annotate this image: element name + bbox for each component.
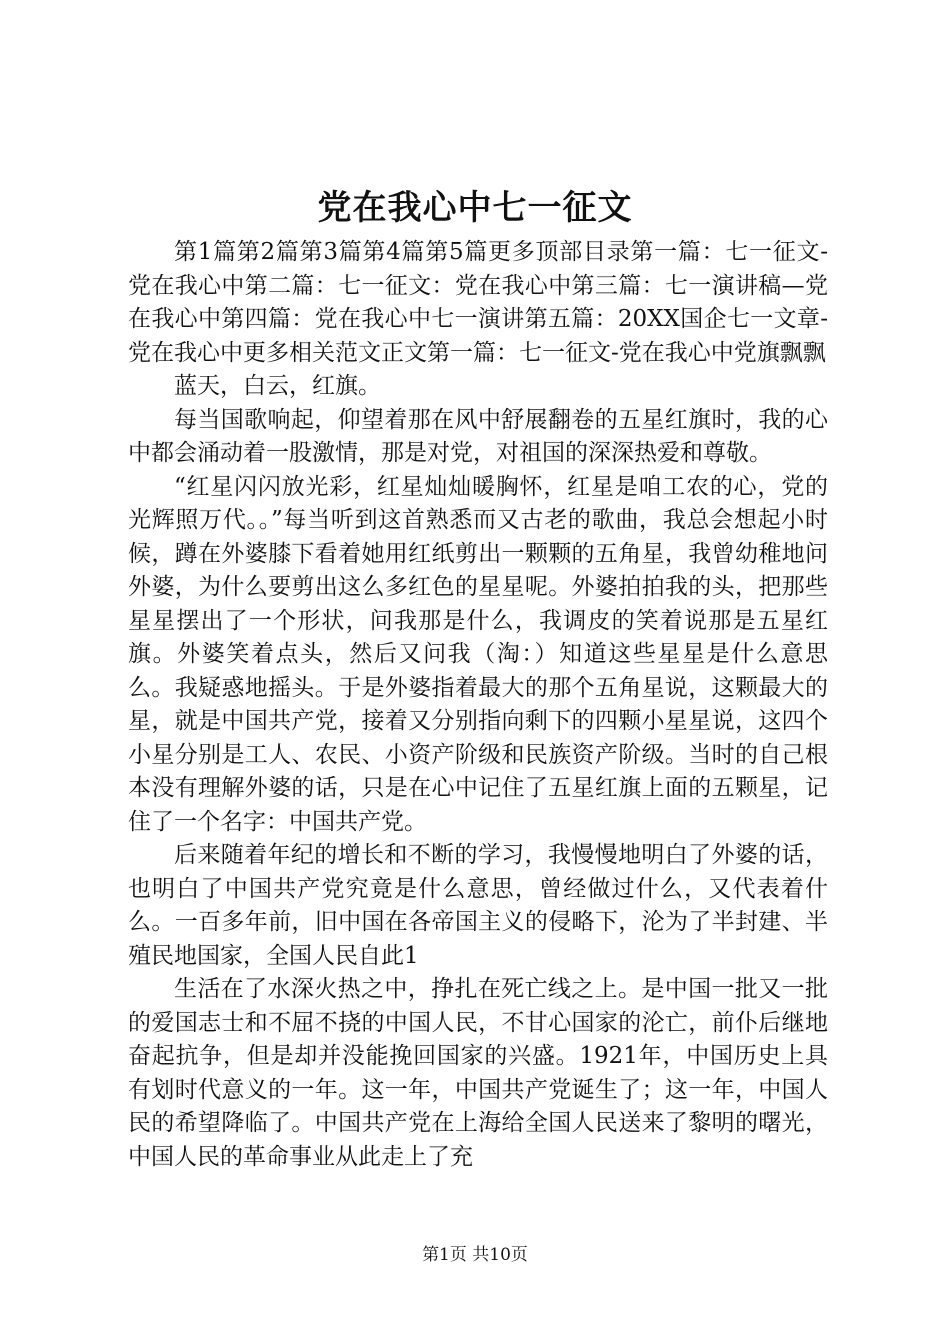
paragraph: 蓝天，白云，红旗。 [174, 373, 381, 399]
paragraph: 后来随着年纪的增长和不断的学习，我慢慢地明白了外婆的话，也明白了中国共产党究竟是什么意思，曾经做过什么，又代表着什么。一百多年前，旧中国在各帝国主义的侵略下，沦为了半封建、半殖民地国家，全国人民自此1 [128, 842, 828, 969]
page-number-footer: 第1页 共10页 [422, 1245, 528, 1265]
paragraph: “红星闪闪放光彩，红星灿灿暖胸怀，红星是咱工农的心，党的光辉照万代。。”每当听到这首熟悉而又古老的歌曲，我总会想起小时候，蹲在外婆膝下看着她用红纸剪出一颗颗的五角星，我曾幼稚地问外婆，为什么要剪出这么多红色的星星呢。外婆拍拍我的头，把那些星星摆出了一个形状，问我那是什么，我调皮的笑着说那是五星红旗。外婆笑着点头，然后又问我（淘：）知道这些星星是什么意思么。我疑惑地摇头。于是外婆指着最大的那个五角星说，这颗最大的星，就是中国共产党，接着又分别指向剩下的四颗小星星说，这四个小星分别是工人、农民、小资产阶级和民族资产阶级。当时的自己根本没有理解外婆的话，只是在心中记住了五星红旗上面的五颗星，记住了一个名字：中国共产党。 [128, 473, 828, 835]
document-title: 党在我心中七一征文 [317, 188, 633, 228]
paragraph-toc: 第1篇第2篇第3篇第4篇第5篇更多顶部目录第一篇：七一征文-党在我心中第二篇：七一征文：党在我心中第三篇：七一演讲稿—党在我心中第四篇：党在我心中七一演讲第五篇：20XX国企七一文章-党在我心中更多相关范文正文第一篇：七一征文-党在我心中党旗飘飘 [128, 239, 828, 366]
paragraph: 每当国歌响起，仰望着那在风中舒展翻卷的五星红旗时，我的心中都会涌动着一股激情，那是对党，对祖国的深深热爱和尊敬。 [128, 406, 828, 466]
paragraph: 生活在了水深火热之中，挣扎在死亡线之上。是中国一批又一批的爱国志士和不屈不挠的中国人民，不甘心国家的沦亡，前仆后继地奋起抗争，但是却并没能挽回国家的兴盛。1921年，中国历史上具有划时代意义的一年。这一年，中国共产党诞生了；这一年，中国人民的希望降临了。中国共产党在上海给全国人民送来了黎明的曙光，中国人民的革命事业从此走上了充 [128, 976, 828, 1170]
document-body [128, 236, 828, 1174]
